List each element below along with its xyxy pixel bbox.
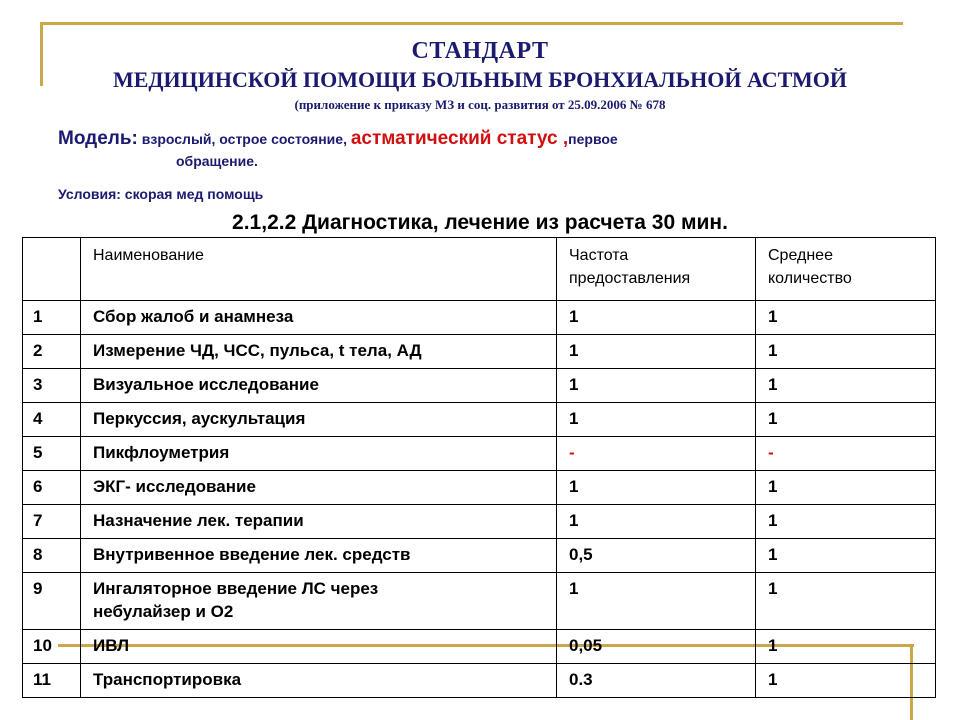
row-frequency: 0,05 bbox=[557, 630, 756, 664]
row-num: 1 bbox=[23, 301, 81, 335]
model-text-1: взрослый, острое состояние, bbox=[137, 131, 351, 147]
title-order-reference: (приложение к приказу МЗ и соц. развития от 25.09.2006 № 678 bbox=[294, 97, 666, 112]
row-quantity: 1 bbox=[756, 369, 936, 403]
row-quantity: 1 bbox=[756, 505, 936, 539]
section-heading: 2.1,2.2 Диагностика, лечение из расчета 30 мин. bbox=[232, 211, 728, 234]
row-num: 2 bbox=[23, 335, 81, 369]
row-num: 7 bbox=[23, 505, 81, 539]
table-row bbox=[23, 301, 936, 335]
row-num: 9 bbox=[23, 573, 81, 630]
model-block bbox=[58, 128, 878, 172]
model-text-2: первое bbox=[568, 131, 618, 147]
header-quantity-line1: Среднее bbox=[768, 247, 833, 264]
row-name: Перкуссия, аускультация bbox=[81, 403, 557, 437]
row-frequency: 0.3 bbox=[557, 664, 756, 698]
row-quantity: 1 bbox=[756, 335, 936, 369]
frame-line-top bbox=[40, 22, 903, 25]
row-num: 11 bbox=[23, 664, 81, 698]
table-row bbox=[23, 630, 936, 664]
conditions-text: Условия: скорая мед помощь bbox=[58, 186, 264, 202]
row-name: Визуальное исследование bbox=[81, 369, 557, 403]
table-row bbox=[23, 437, 936, 471]
row-num: 3 bbox=[23, 369, 81, 403]
model-label: Модель: bbox=[58, 128, 138, 149]
row-name-line2: небулайзер и О2 bbox=[93, 602, 234, 621]
model-text-3: обращение. bbox=[176, 153, 258, 169]
table-row bbox=[23, 539, 936, 573]
table-row bbox=[23, 403, 936, 437]
standard-table bbox=[22, 237, 936, 698]
table-header-row bbox=[23, 238, 936, 301]
row-name bbox=[81, 573, 557, 630]
row-frequency: 1 bbox=[557, 403, 756, 437]
row-name: Транспортировка bbox=[81, 664, 557, 698]
row-frequency: 1 bbox=[557, 301, 756, 335]
row-quantity: 1 bbox=[756, 664, 936, 698]
row-name: ИВЛ bbox=[81, 630, 557, 664]
row-frequency: 0,5 bbox=[557, 539, 756, 573]
row-name: ЭКГ- исследование bbox=[81, 471, 557, 505]
row-name: Назначение лек. терапии bbox=[81, 505, 557, 539]
header-num bbox=[23, 238, 81, 301]
row-num: 4 bbox=[23, 403, 81, 437]
model-line bbox=[58, 128, 878, 150]
row-quantity: 1 bbox=[756, 539, 936, 573]
header-quantity-line2: количество bbox=[768, 270, 852, 287]
row-num: 8 bbox=[23, 539, 81, 573]
header-frequency bbox=[557, 238, 756, 301]
row-name-line1: Ингаляторное введение ЛС через bbox=[93, 579, 379, 598]
header-name: Наименование bbox=[81, 238, 557, 301]
title-standard: СТАНДАРТ bbox=[411, 38, 549, 64]
row-quantity: 1 bbox=[756, 301, 936, 335]
row-num: 10 bbox=[23, 630, 81, 664]
title-block bbox=[40, 36, 920, 114]
row-quantity: 1 bbox=[756, 573, 936, 630]
row-name: Внутривенное введение лек. средств bbox=[81, 539, 557, 573]
row-quantity: 1 bbox=[756, 471, 936, 505]
row-frequency: 1 bbox=[557, 369, 756, 403]
table-row bbox=[23, 335, 936, 369]
table-row bbox=[23, 505, 936, 539]
row-frequency: 1 bbox=[557, 505, 756, 539]
row-quantity: 1 bbox=[756, 403, 936, 437]
row-num: 6 bbox=[23, 471, 81, 505]
row-frequency: - bbox=[557, 437, 756, 471]
table-row bbox=[23, 369, 936, 403]
table-row bbox=[23, 573, 936, 630]
title-subject: МЕДИЦИНСКОЙ ПОМОЩИ БОЛЬНЫМ БРОНХИАЛЬНОЙ АСТМОЙ bbox=[112, 67, 848, 92]
table-row bbox=[23, 471, 936, 505]
row-frequency: 1 bbox=[557, 335, 756, 369]
row-num: 5 bbox=[23, 437, 81, 471]
row-name: Сбор жалоб и анамнеза bbox=[81, 301, 557, 335]
row-frequency: 1 bbox=[557, 471, 756, 505]
row-frequency: 1 bbox=[557, 573, 756, 630]
row-quantity: - bbox=[756, 437, 936, 471]
header-quantity bbox=[756, 238, 936, 301]
model-highlight: астматический статус , bbox=[350, 128, 569, 149]
row-name: Измерение ЧД, ЧСС, пульса, t тела, АД bbox=[81, 335, 557, 369]
header-frequency-line1: Частота bbox=[569, 247, 629, 264]
table-row bbox=[23, 664, 936, 698]
row-name: Пикфлоуметрия bbox=[81, 437, 557, 471]
row-quantity: 1 bbox=[756, 630, 936, 664]
header-frequency-line2: предоставления bbox=[569, 270, 691, 287]
